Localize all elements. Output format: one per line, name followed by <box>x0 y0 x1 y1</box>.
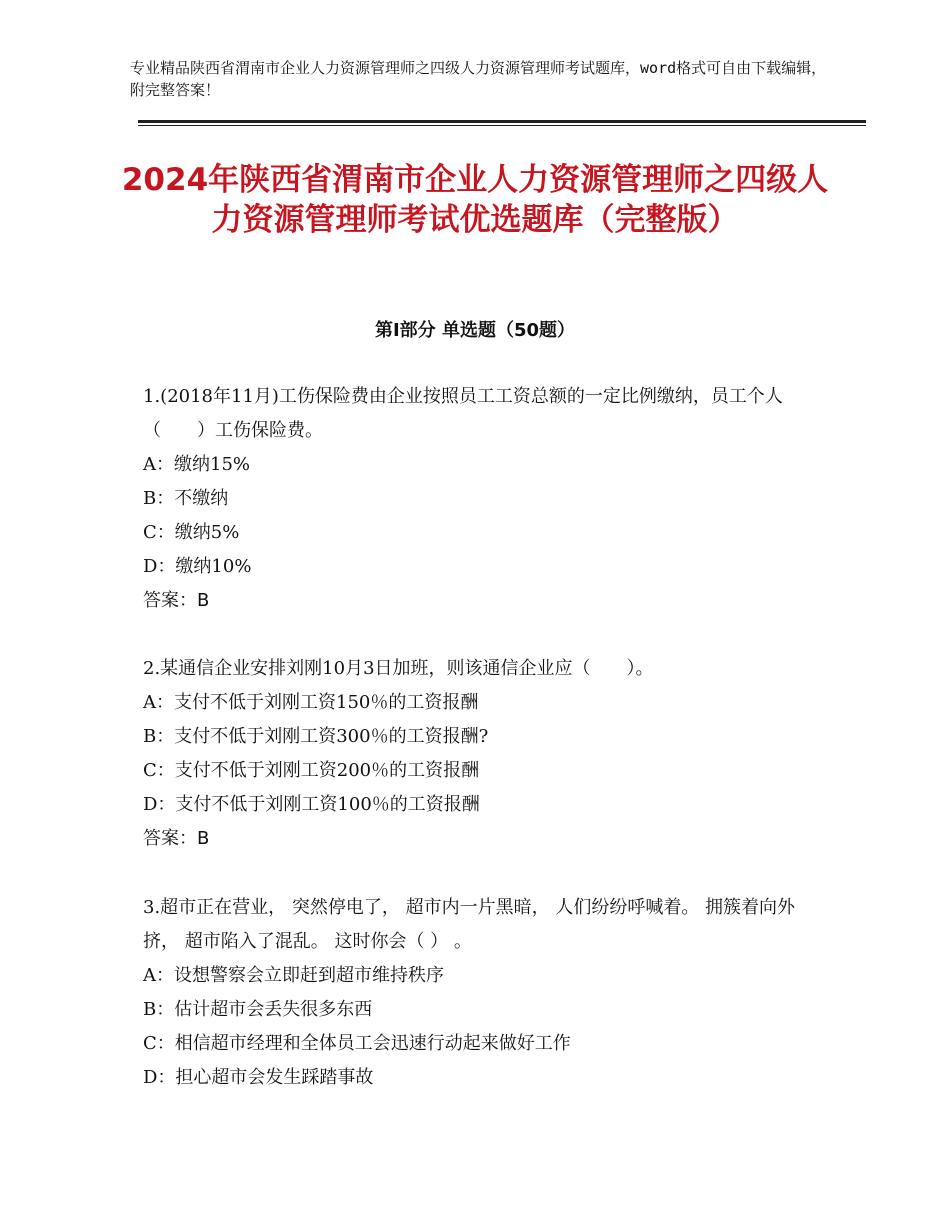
option-a: A：设想警察会立即赶到超市维持秩序 <box>143 965 444 986</box>
header-divider <box>138 120 866 123</box>
question-stem: 1.(2018年11月)工伤保险费由企业按照员工工资总额的一定比例缴纳，员工个人（ ）工伤保险费。 <box>143 386 783 441</box>
question-3 <box>143 891 803 1095</box>
question-stem: 3.超市正在营业， 突然停电了， 超市内一片黑暗， 人们纷纷呼喊着。 拥簇着向外挤， 超市陷入了混乱。 这时你会（ ） 。 <box>143 897 796 952</box>
question-1 <box>143 380 803 618</box>
document-title: 2024年陕西省渭南市企业人力资源管理师之四级人力资源管理师考试优选题库（完整版） <box>121 162 829 238</box>
option-b: B：不缴纳 <box>143 488 229 509</box>
answer: 答案：B <box>143 828 210 849</box>
option-d: D：支付不低于刘刚工资100％的工资报酬 <box>143 794 480 815</box>
option-a: A：缴纳15% <box>143 454 251 475</box>
option-d: D：缴纳10% <box>143 556 252 577</box>
answer: 答案：B <box>143 590 210 611</box>
option-b: B：估计超市会丢失很多东西 <box>143 999 373 1020</box>
option-a: A：支付不低于刘刚工资150％的工资报酬 <box>143 692 479 713</box>
option-c: C：缴纳5% <box>143 522 240 543</box>
question-2 <box>143 652 803 856</box>
option-d: D：担心超市会发生踩踏事故 <box>143 1067 374 1088</box>
header-note: 专业精品陕西省渭南市企业人力资源管理师之四级人力资源管理师考试题库，word格式可自由下载编辑，附完整答案！ <box>130 59 827 99</box>
option-b: B：支付不低于刘刚工资300％的工资报酬? <box>143 726 489 747</box>
question-stem: 2.某通信企业安排刘刚10月3日加班，则该通信企业应（ ）。 <box>143 658 654 679</box>
option-c: C：支付不低于刘刚工资200％的工资报酬 <box>143 760 480 781</box>
section-title: 第Ⅰ部分 单选题（50题） <box>374 320 575 341</box>
header-divider-thin <box>138 125 866 126</box>
option-c: C：相信超市经理和全体员工会迅速行动起来做好工作 <box>143 1033 571 1054</box>
